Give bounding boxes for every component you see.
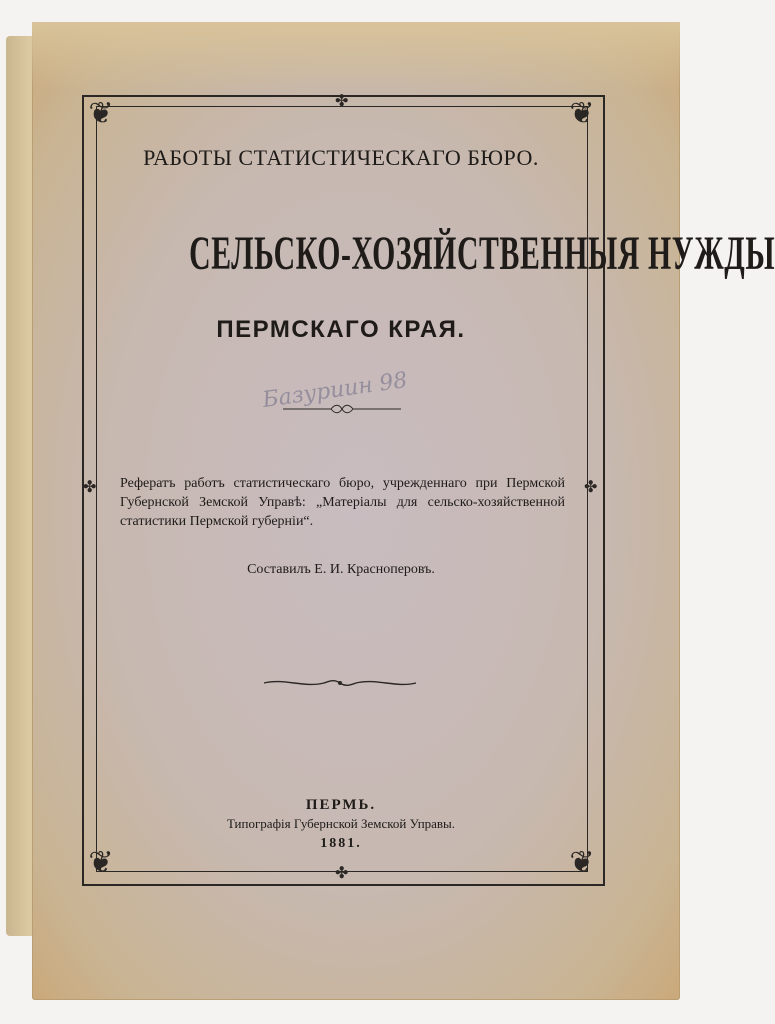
abstract-text: Рефератъ работъ статистическаго бюро, учрежденнаго при Пермской Губернской Земской Управѣ: „Матеріалы для сельско-хозяйственной статистики Пермской губерніи“. bbox=[120, 476, 565, 529]
ornamental-divider bbox=[283, 404, 401, 414]
bottom-ornament: ✤ bbox=[335, 865, 349, 882]
imprint-year: 1881. bbox=[320, 836, 362, 851]
imprint-city: ПЕРМЬ. bbox=[305, 797, 377, 813]
ornamental-divider-2 bbox=[264, 676, 416, 690]
corner-ornament-top-left: ❦ bbox=[88, 97, 114, 130]
top-ornament: ✤ bbox=[335, 93, 349, 110]
main-title: СЕЛЬСКО-ХОЗЯЙСТВЕННЫЯ НУЖДЫ bbox=[189, 227, 775, 280]
author-line: Составилъ Е. И. Красноперовъ. bbox=[247, 562, 435, 577]
imprint-printer: Типографія Губернской Земской Управы. bbox=[226, 816, 456, 831]
side-ornament-left: ✤ bbox=[83, 479, 97, 496]
corner-ornament-top-right: ❦ bbox=[569, 97, 595, 130]
corner-ornament-bottom-right: ❦ bbox=[569, 846, 595, 879]
series-title: РАБОТЫ СТАТИСТИЧЕСКАГО БЮРО. bbox=[143, 145, 539, 170]
side-ornament-right: ✤ bbox=[584, 479, 598, 496]
subtitle: ПЕРМСКАГО КРАЯ. bbox=[216, 316, 466, 343]
corner-ornament-bottom-left: ❦ bbox=[88, 846, 114, 879]
handwritten-note: Базуриин 98 bbox=[260, 367, 409, 414]
